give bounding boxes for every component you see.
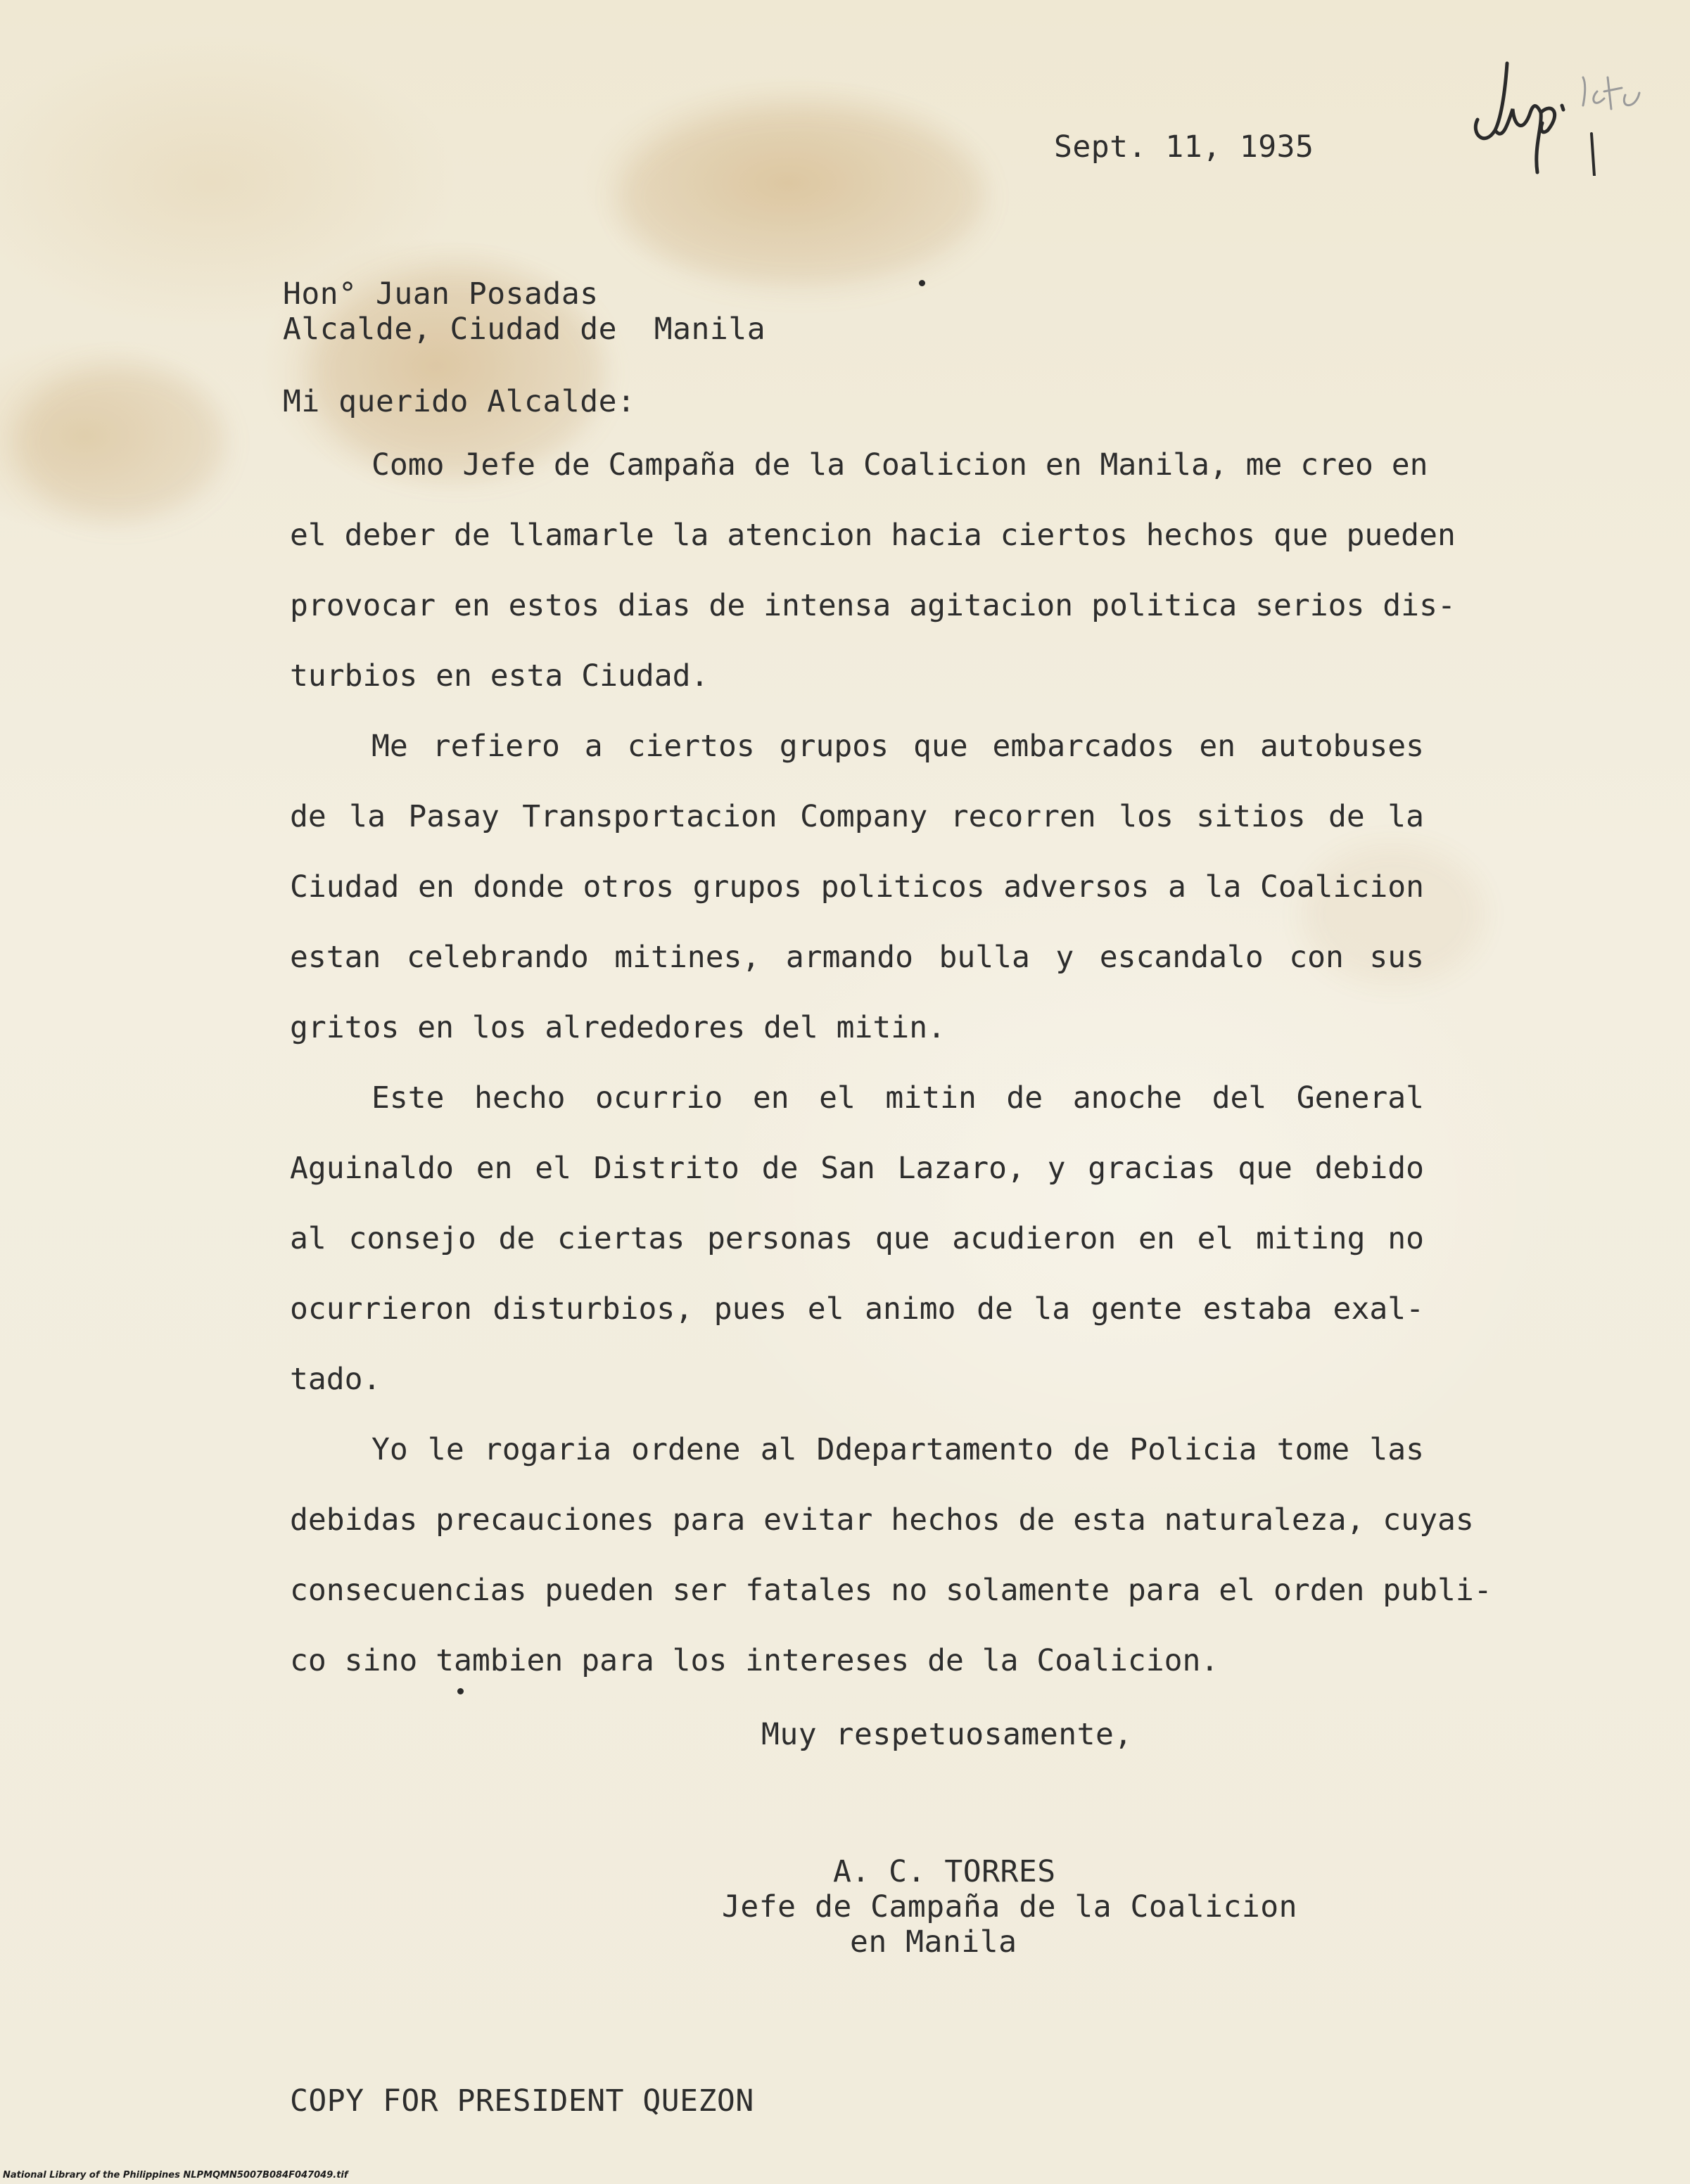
recipient-title: Alcalde, Ciudad de Manila [283,312,766,347]
body-line: ocurrieron disturbios, pues el animo de la gente estaba exal- [290,1291,1424,1327]
paper-stain [619,106,985,288]
paper-stain [14,366,225,521]
handwritten-annotation-icon [1463,42,1675,176]
body-line: Como Jefe de Campaña de la Coalicion en Manila, me creo en [371,447,1428,483]
copy-note: COPY FOR PRESIDENT QUEZON [290,2083,754,2119]
letter-date: Sept. 11, 1935 [1054,129,1314,165]
body-line: estan celebrando mitines, armando bulla y escandalo con sus [290,940,1424,975]
body-line: Este hecho ocurrio en el mitin de anoche del General [371,1080,1424,1116]
body-line: tado. [290,1362,381,1397]
body-line: consecuencias pueden ser fatales no solamente para el orden publi- [290,1573,1492,1608]
closing: Muy respetuosamente, [761,1717,1133,1752]
body-line: provocar en estos dias de intensa agitacion politica serios dis- [290,588,1456,623]
body-line: debidas precauciones para evitar hechos de esta naturaleza, cuyas [290,1502,1474,1538]
body-line: Ciudad en donde otros grupos politicos adversos a la Coalicion [290,869,1424,905]
salutation: Mi querido Alcalde: [283,384,636,419]
ink-speck [919,280,925,286]
body-line: Me refiero a ciertos grupos que embarcados en autobuses [371,729,1424,764]
recipient-name: Hon° Juan Posadas [283,276,599,312]
signature-title: Jefe de Campaña de la Coalicion [722,1889,1298,1924]
body-line: al consejo de ciertas personas que acudieron en el miting no [290,1221,1424,1256]
body-line: turbios en esta Ciudad. [290,658,709,694]
body-line: el deber de llamarle la atencion hacia ciertos hechos que pueden [290,518,1456,553]
body-line: de la Pasay Transportacion Company recorren los sitios de la [290,799,1424,834]
body-line: Aguinaldo en el Distrito de San Lazaro, y gracias que debido [290,1151,1424,1186]
archive-label: National Library of the Philippines NLPMQMN5007B084F047049.tif [3,2170,348,2180]
ink-speck [457,1688,464,1694]
signature-name: A. C. TORRES [833,1854,1056,1889]
body-line: co sino tambien para los intereses de la Coalicion. [290,1643,1219,1678]
signature-title-line2: en Manila [850,1924,1017,1960]
body-line: Yo le rogaria ordene al Ddepartamento de Policia tome las [371,1432,1424,1467]
body-line: gritos en los alrededores del mitin. [290,1010,946,1045]
